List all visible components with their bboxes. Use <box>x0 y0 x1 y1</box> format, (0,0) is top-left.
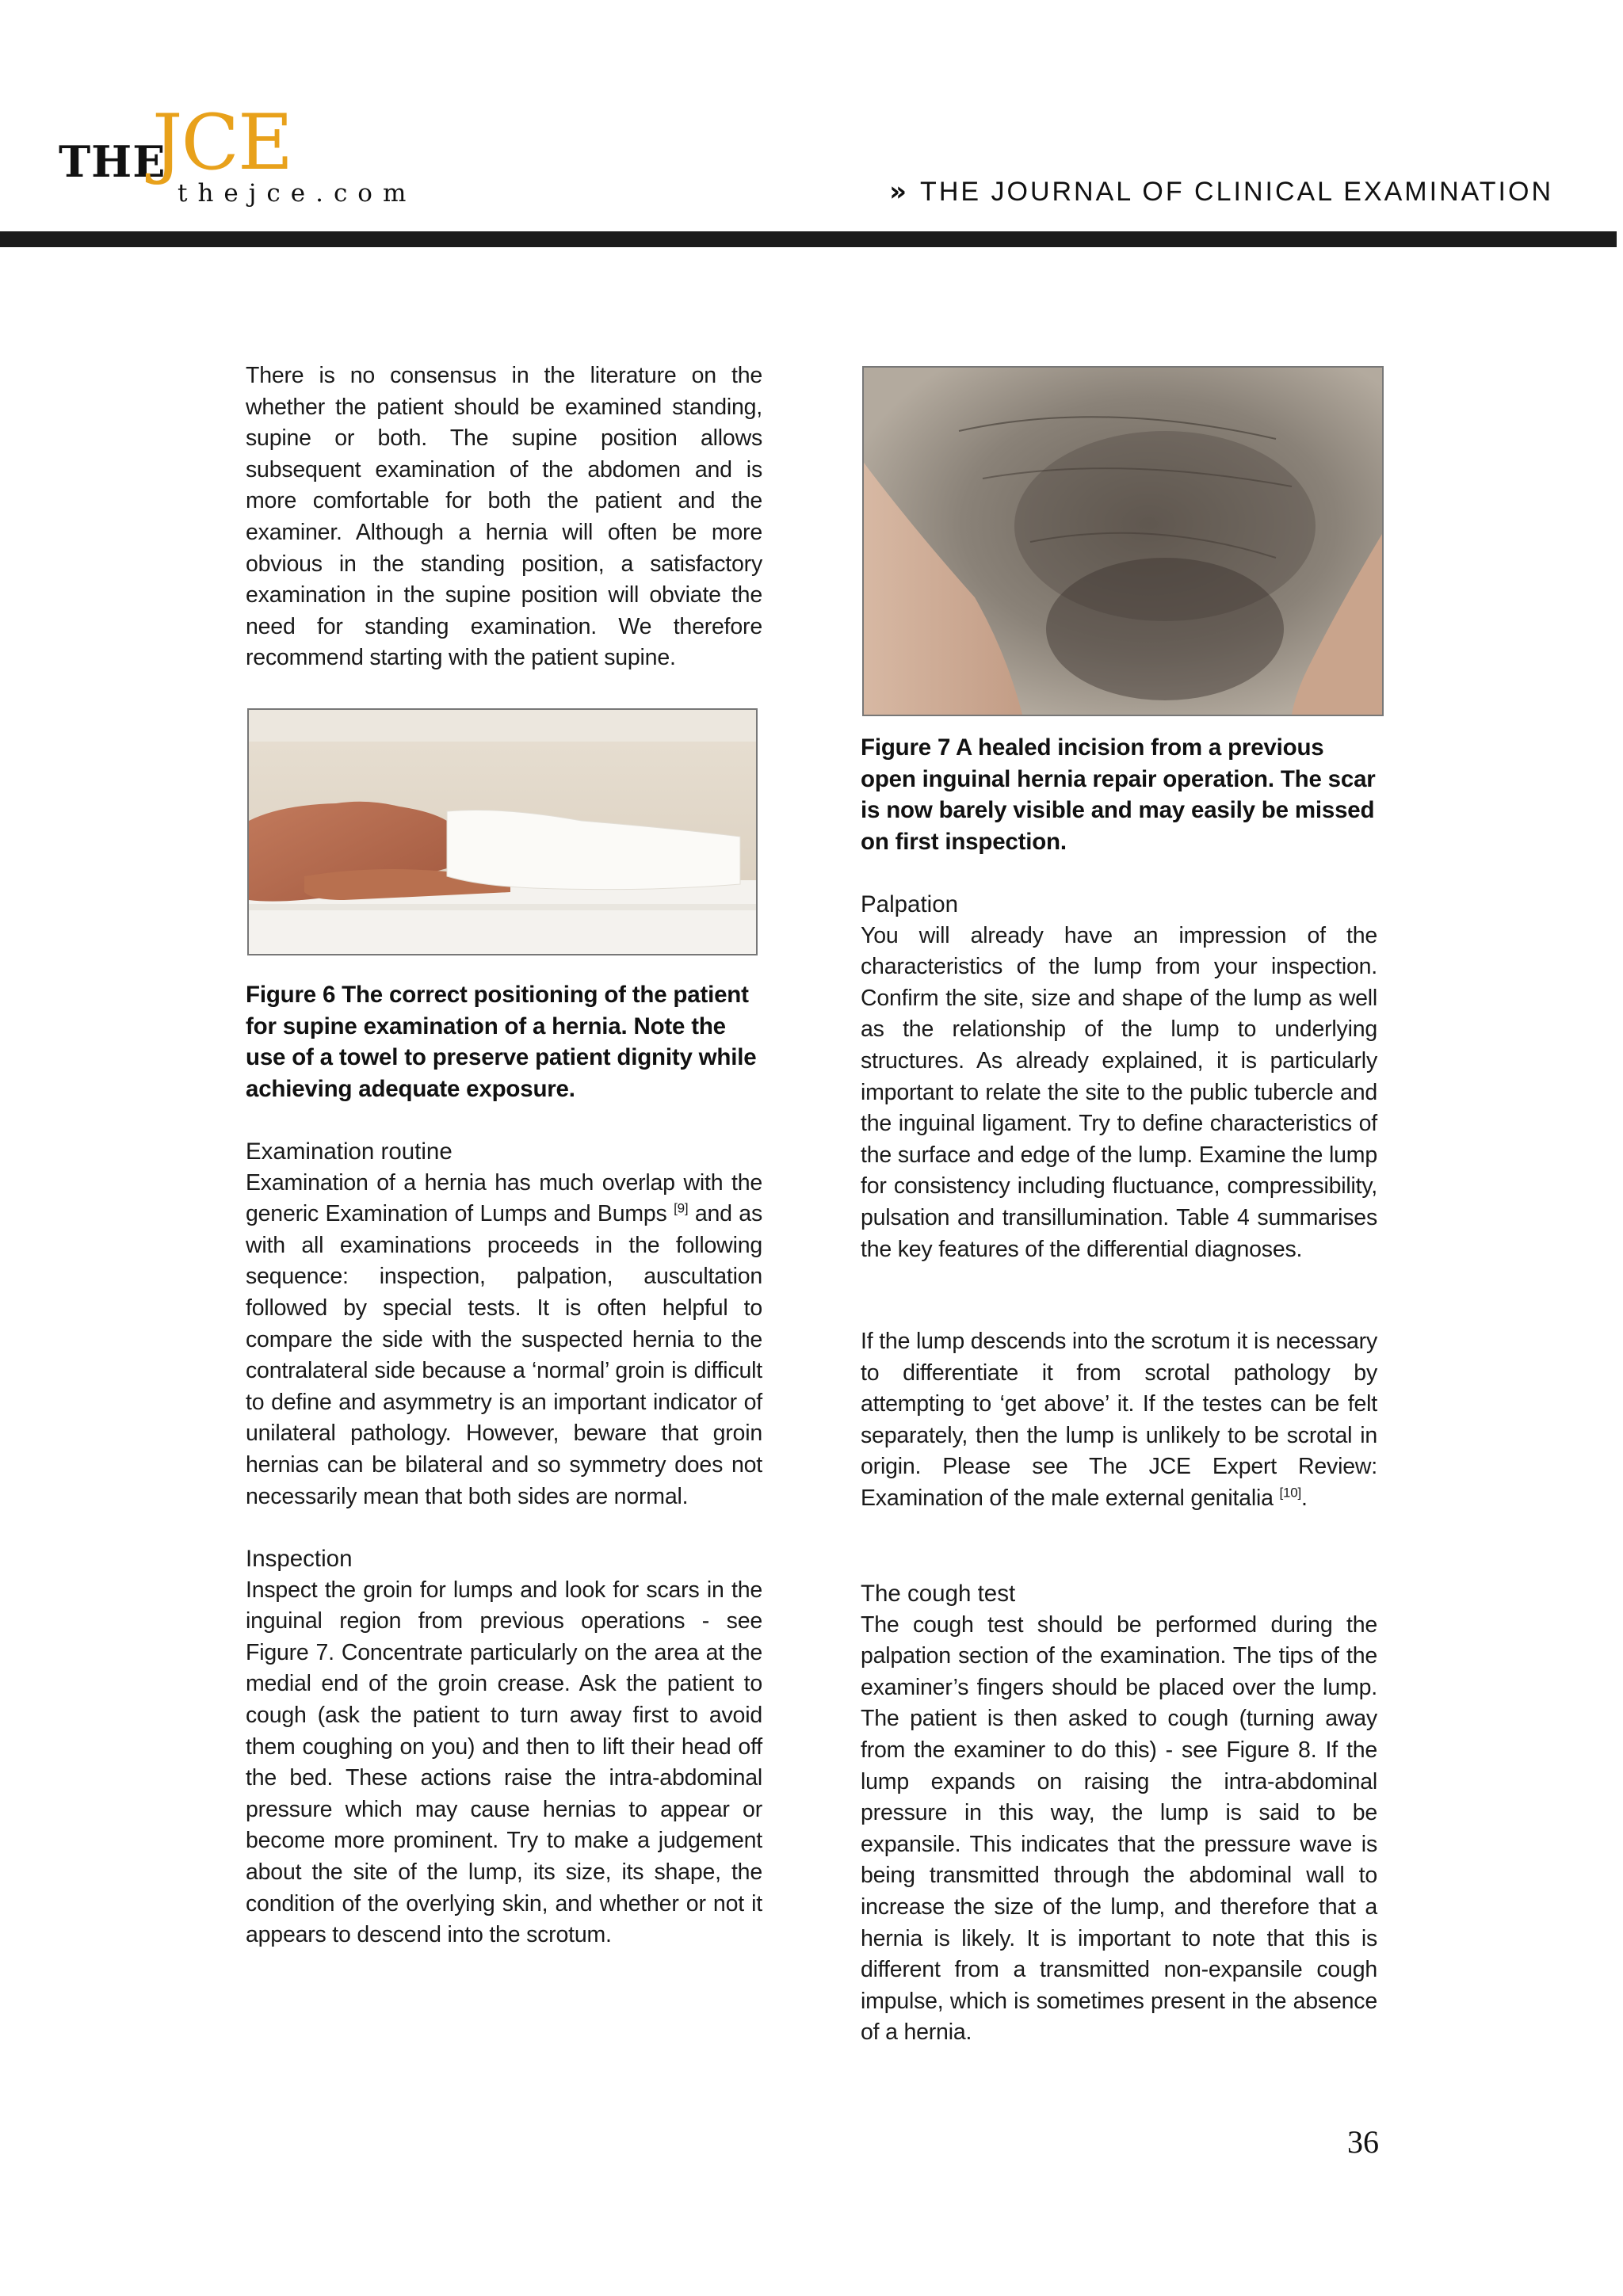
logo-url-text: thejce.com <box>178 179 417 208</box>
figure6-image <box>247 708 758 955</box>
cough-test-section <box>861 1578 1377 2049</box>
figure7-photo-illustration <box>864 368 1382 715</box>
exam-routine-text-a: Examination of a hernia has much overlap with the generic Examination of Lumps and Bumps <box>246 1169 762 1227</box>
figure7-caption-block <box>861 732 1377 857</box>
exam-routine-paragraph <box>246 1168 762 1513</box>
reference-9-link[interactable]: [9] <box>674 1200 689 1216</box>
figure6-photo-illustration <box>249 710 756 954</box>
intro-paragraph: There is no consensus in the literature on the whether the patient should be examined standing, supine or both. The supine position allows subsequent examination of the abdomen and is more comfortable for both the patient and the examiner. Although a hernia will often be more obvious in the standing position, a satisfactory examination in the supine position will obviate the need for standing examination. We therefore recommend starting with the patient supine. <box>246 363 762 671</box>
cough-test-heading: The cough test <box>861 1581 1016 1607</box>
intro-block <box>246 360 762 674</box>
logo-the-text: THE <box>59 136 166 187</box>
palpation-section <box>861 889 1377 1265</box>
inspection-heading: Inspection <box>246 1546 353 1572</box>
header-rule <box>0 231 1617 247</box>
page-number: 36 <box>1347 2124 1379 2160</box>
exam-routine-text-b: and as with all examinations proceeds in the following sequence: inspection, palpation, auscultation followed by special tests. It is often helpful to compare the side with the suspected hernia to the contralateral side because a ‘normal’ groin is difficult to define and asymmetry is an important indicator of unilateral pathology. However, beware that groin hernias can be bilateral and so symmetry does not necessarily mean that both sides are normal. <box>246 1201 762 1509</box>
inspection-paragraph: Inspect the groin for lumps and look for scars in the inguinal region from previous operations - see Figure 7. Concentrate particularly on the area at the medial end of the groin crease. Ask the patient to cough (ask the patient to turn away first to avoid them coughing on you) and then to lift their head off the bed. These actions raise the intra-abdominal pressure which may cause hernias to appear or become more prominent. Try to make a judgement about the site of the lump, its size, its shape, the condition of the overlying skin, and whether or not it appears to descend into the scrotum. <box>246 1577 762 1948</box>
logo-jce-text: JCE <box>152 98 292 187</box>
figure6-caption-block <box>246 979 762 1104</box>
figure6-caption: Figure 6 The correct positioning of the patient for supine examination of a hernia. Note the use of a towel to preserve patient dignity while achieving adequate exposure. <box>246 982 757 1102</box>
reference-10-link[interactable]: [10] <box>1279 1485 1302 1501</box>
jce-logo[interactable] <box>59 98 417 212</box>
cough-test-paragraph: The cough test should be performed during the palpation section of the examination. The tips of the examiner’s fingers should be placed over the lump. The patient is then asked to cough (turning away from the examiner to do this) - see Figure 8. If the lump expands on raising the intra-abdominal pressure in this way, the lump is said to be expansile. This indicates that the pressure wave is being transmitted through the abdominal wall to increase the size of the lump, and therefore that a hernia is likely. It is important to note that this is different from a transmitted non-expansile cough impulse, which is sometimes present in the absence of a hernia. <box>861 1611 1377 2046</box>
scrotum-text-b: . <box>1301 1485 1308 1511</box>
journal-title-text: THE JOURNAL OF CLINICAL EXAMINATION <box>920 177 1553 207</box>
journal-title <box>889 176 1553 208</box>
scrotum-paragraph <box>861 1326 1377 1515</box>
palpation-paragraph: You will already have an impression of the characteristics of the lump from your inspection. Confirm the site, size and shape of the lump as well as the relationship of the lump to underlying structures. As already explained, it is particularly important to relate the site to the public tubercle and the inguinal ligament. Try to define characteristics of the surface and edge of the lump. Examine the lump for consistency including fluctuance, compressibility, pulsation and transillumination. Table 4 summarises the key features of the differential diagnoses. <box>861 922 1377 1262</box>
chevron-icon: » <box>889 176 910 208</box>
exam-routine-heading: Examination routine <box>246 1138 453 1165</box>
scrotum-text-a: If the lump descends into the scrotum it is necessary to differentiate it from scrotal pathology by attempting to ‘get above’ it. If the testes can be felt separately, then the lump is unlikely to be scrotal in origin. Please see The JCE Expert Review: Examination of the male external genitalia <box>861 1329 1377 1511</box>
exam-routine-section <box>246 1136 762 1512</box>
palpation-heading: Palpation <box>861 891 959 917</box>
figure7-image <box>862 366 1384 716</box>
inspection-section <box>246 1543 762 1951</box>
scrotum-section <box>861 1326 1377 1515</box>
figure7-caption: Figure 7 A healed incision from a previous open inguinal hernia repair operation. The scar is now barely visible and may easily be missed on first inspection. <box>861 734 1376 855</box>
